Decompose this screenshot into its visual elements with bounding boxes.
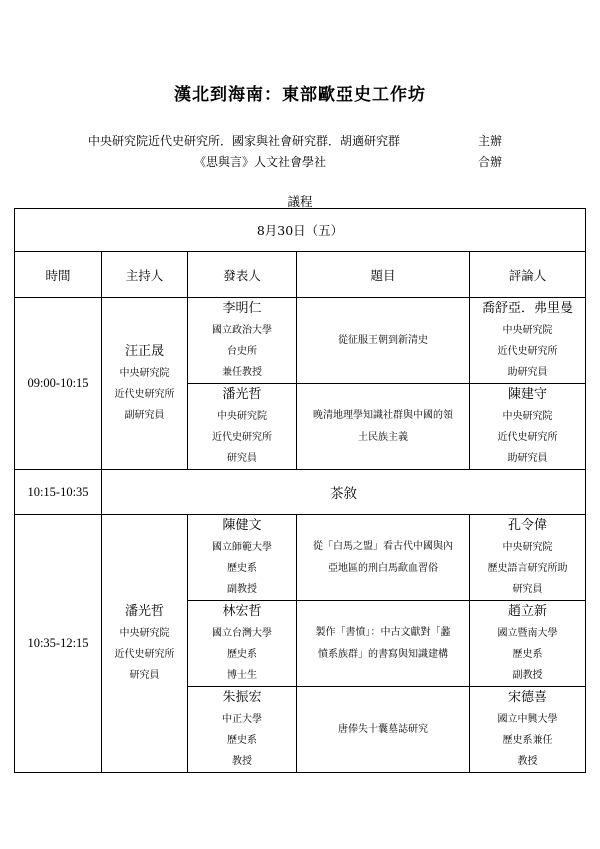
break-row [15, 470, 586, 515]
column-header-presenter: 發表人 [188, 252, 297, 298]
presenter-affiliation: 歷史系 [227, 735, 257, 746]
paper-topic [297, 384, 470, 470]
discussant-cell [470, 687, 586, 773]
presenter-name: 朱振宏 [222, 690, 262, 705]
presenter-affiliation: 兼任教授 [222, 367, 262, 378]
host-affiliation: 近代史研究所 [114, 649, 175, 660]
discussant-affiliation: 歷史系 [512, 649, 543, 660]
discussant-affiliation: 助研究員 [507, 453, 548, 464]
topic-line: 從征服王朝到新清史 [338, 334, 428, 346]
table-row [15, 298, 586, 384]
presenter-affiliation: 國立政治大學 [212, 325, 272, 336]
presenter-affiliation: 研究員 [227, 453, 257, 464]
discussant-affiliation: 中央研究院 [502, 542, 553, 553]
host-name: 潘光哲 [124, 604, 164, 619]
topic-line: 晚清地理學知識社群與中國的領 [313, 409, 453, 421]
discussant-affiliation: 國立暨南大學 [497, 628, 558, 639]
presenter-name: 林宏哲 [222, 604, 262, 619]
discussant-affiliation: 中央研究院 [502, 325, 553, 336]
discussant-affiliation: 歷史語言研究所助 [487, 563, 568, 574]
discussant-name: 喬舒亞．弗里曼 [482, 301, 574, 316]
organizer-line-1: 中央研究院近代史研究所．國家與社會研究群．胡適研究群 [88, 134, 401, 148]
presenter-cell [188, 298, 297, 384]
paper-topic [297, 687, 470, 773]
discussant-cell [470, 384, 586, 470]
discussant-affiliation: 助研究員 [507, 367, 548, 378]
topic-line: 唐俸失十囊墓誌研究 [338, 723, 428, 735]
discussant-cell [470, 298, 586, 384]
paper-topic [297, 515, 470, 601]
discussant-cell [470, 601, 586, 687]
discussant-affiliation: 研究員 [512, 584, 543, 595]
host-name: 汪正晟 [124, 344, 164, 359]
paper-topic [297, 298, 470, 384]
discussant-affiliation: 副教授 [512, 670, 543, 681]
agenda-label: 議程 [287, 194, 313, 209]
topic-line: 從「白馬之盟」看古代中國與內 [313, 540, 453, 552]
discussant-name: 陳建守 [508, 387, 548, 402]
discussant-affiliation: 近代史研究所 [497, 346, 558, 357]
session-time: 10:35-12:15 [15, 515, 102, 773]
organizer-role-1: 主辦 [478, 134, 503, 148]
organizer-line-2: 《思與言》人文社會學社 [194, 155, 327, 169]
column-header-time: 時間 [15, 252, 102, 298]
paper-topic [297, 601, 470, 687]
presenter-affiliation: 教授 [232, 756, 252, 767]
presenter-affiliation: 博士生 [227, 670, 257, 681]
session-time: 09:00-10:15 [15, 298, 102, 470]
discussant-affiliation: 中央研究院 [502, 411, 553, 422]
discussant-affiliation: 國立中興大學 [497, 714, 558, 725]
topic-line: 製作「書憤」：中古文獻對「蠡 [315, 626, 451, 638]
topic-line: 土民族主義 [358, 431, 408, 443]
column-header-topic: 題目 [297, 252, 470, 298]
column-header-host: 主持人 [102, 252, 188, 298]
topic-line: 憤系族群」的書寫與知識建構 [318, 648, 448, 660]
discussant-cell [470, 515, 586, 601]
date-header: 8月30日（五） [15, 209, 586, 252]
topic-line: 亞地區的刑白馬歃血習俗 [328, 562, 438, 574]
organizer-role-2: 合辦 [478, 155, 503, 169]
presenter-cell [188, 601, 297, 687]
host-affiliation: 副研究員 [124, 410, 165, 421]
discussant-affiliation: 歷史系兼任 [502, 735, 553, 746]
presenter-cell [188, 384, 297, 470]
host-affiliation: 中央研究院 [119, 368, 170, 379]
column-header-row [15, 252, 586, 298]
host-affiliation: 研究員 [129, 670, 160, 681]
host-cell [102, 298, 188, 470]
presenter-cell [188, 515, 297, 601]
column-header-discussant: 評論人 [470, 252, 586, 298]
presenter-affiliation: 台史所 [227, 346, 257, 357]
discussant-name: 孔令偉 [508, 518, 548, 533]
host-affiliation: 中央研究院 [119, 628, 170, 639]
presenter-affiliation: 近代史研究所 [212, 432, 272, 443]
presenter-cell [188, 687, 297, 773]
host-cell [102, 515, 188, 773]
presenter-affiliation: 副教授 [227, 584, 257, 595]
page-title: 漢北到海南：東部歐亞史工作坊 [174, 85, 426, 105]
presenter-affiliation: 國立台灣大學 [212, 628, 272, 639]
presenter-affiliation: 歷史系 [227, 649, 257, 660]
presenter-affiliation: 歷史系 [227, 563, 257, 574]
discussant-affiliation: 教授 [517, 756, 538, 767]
presenter-affiliation: 國立師範大學 [212, 542, 272, 553]
host-affiliation: 近代史研究所 [114, 389, 175, 400]
break-time: 10:15-10:35 [15, 470, 102, 515]
table-row [15, 515, 586, 601]
schedule-table [14, 208, 586, 773]
presenter-name: 潘光哲 [222, 387, 262, 402]
presenter-affiliation: 中央研究院 [217, 411, 267, 422]
presenter-name: 陳健文 [222, 518, 262, 533]
presenter-affiliation: 中正大學 [222, 714, 262, 725]
presenter-name: 李明仁 [222, 301, 262, 316]
break-label: 茶敘 [102, 470, 586, 515]
discussant-affiliation: 近代史研究所 [497, 432, 558, 443]
discussant-name: 宋德喜 [508, 690, 548, 705]
discussant-name: 趙立新 [508, 604, 548, 619]
